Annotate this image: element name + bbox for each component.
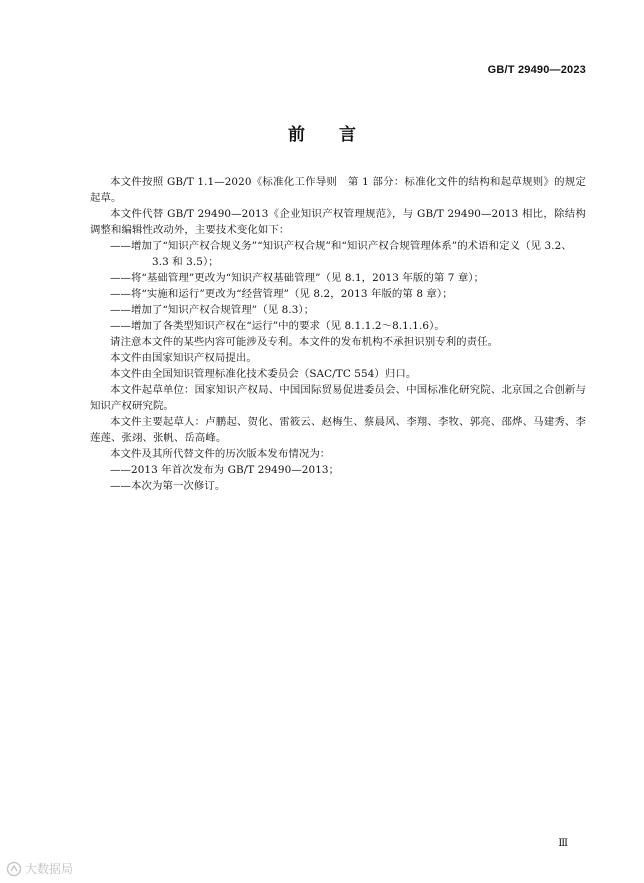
watermark-text: 大数据局 <box>25 862 74 876</box>
body-paragraph: 本文件起草单位：国家知识产权局、中国国际贸易促进委员会、中国标准化研究院、北京国之合创新与知识产权研究院。 <box>90 384 586 412</box>
change-list-item: ——本次为第一次修订。 <box>110 480 226 492</box>
change-list-item: ——将“基础管理”更改为“知识产权基础管理”（见 8.1，2013 年版的第 7 章）； <box>110 272 485 284</box>
body-paragraph: 请注意本文件的某些内容可能涉及专利。本文件的发布机构不承担识别专利的责任。 <box>110 336 499 348</box>
body-paragraph: 本文件代替 GB/T 29490—2013《企业知识产权管理规范》，与 GB/T 29490—2013 相比，除结构调整和编辑性改动外，主要技术变化如下： <box>90 208 586 236</box>
watermark <box>6 860 73 877</box>
change-list-item: ——增加了“知识产权合规管理”（见 8.3）； <box>110 304 315 316</box>
body-paragraph: 本文件由全国知识管理标准化技术委员会（SAC/TC 554）归口。 <box>110 368 417 380</box>
body-paragraph: 本文件主要起草人：卢鹏起、贺化、雷筱云、赵梅生、蔡晨风、李翔、李牧、郭亮、邵烨、马建秀、李莲莲、张翊、张帆、岳高峰。 <box>90 416 586 444</box>
page-title: 前 言 <box>288 125 370 145</box>
watermark-logo-icon <box>6 861 22 877</box>
change-list-item: ——增加了各类型知识产权在“运行”中的要求（见 8.1.1.2～8.1.1.6）。 <box>110 320 445 332</box>
body-paragraph: 本文件及其所代替文件的历次版本发布情况为： <box>110 448 331 460</box>
page-number: Ⅲ <box>558 838 568 849</box>
change-list-item: ——2013 年首次发布为 GB/T 29490—2013； <box>110 464 340 476</box>
standard-number: GB/T 29490—2023 <box>487 64 586 76</box>
body-paragraph: 本文件按照 GB/T 1.1—2020《标准化工作导则 第 1 部分：标准化文件的结构和起草规则》的规定起草。 <box>90 176 586 204</box>
change-list-item: ——增加了“知识产权合规义务”“知识产权合规”和“知识产权合规管理体系”的术语和定义（见 3.2、3.3 和 3.5）； <box>110 240 572 268</box>
body-paragraph: 本文件由国家知识产权局提出。 <box>110 352 257 364</box>
foreword-body <box>90 174 586 494</box>
change-list-item: ——将“实施和运行”更改为“经营管理”（见 8.2，2013 年版的第 8 章）； <box>110 288 453 300</box>
